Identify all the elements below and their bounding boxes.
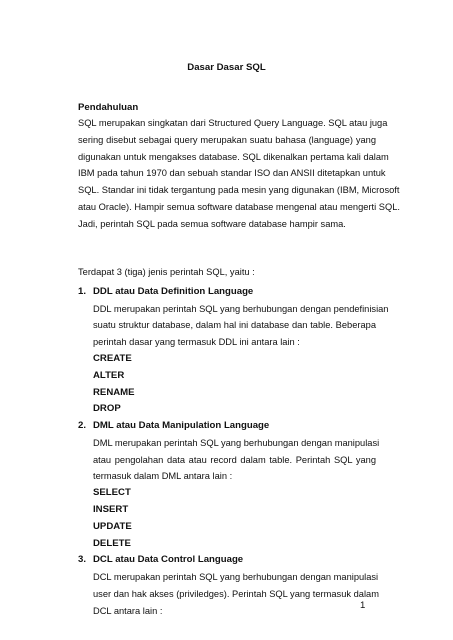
list-item-dcl (78, 552, 378, 619)
list-item-heading (78, 418, 378, 435)
description-line: DML merupakan perintah SQL yang berhubungan dengan manipulasi (93, 437, 380, 448)
paragraph-line: SQL. Standar ini tidak tergantung pada mesin yang digunakan (IBM, Microsoft (78, 185, 400, 196)
description-line: DCL antara lain : (93, 605, 163, 616)
list-item-number: 3. (78, 554, 87, 566)
description-line: perintah dasar yang termasuk DDL ini antara lain : (93, 337, 300, 348)
page-number: 1 (360, 600, 366, 611)
document-title: Dasar Dasar SQL (187, 62, 266, 73)
description-line: DDL merupakan perintah SQL yang berhubungan dengan pendefinisian (93, 303, 389, 314)
paragraph-line: Jadi, perintah SQL pada semua software database hampir sama. (78, 218, 346, 229)
sql-command: SELECT (93, 487, 131, 499)
types-intro: Terdapat 3 (tiga) jenis perintah SQL, yaitu : (78, 267, 255, 277)
list-item-title: DML atau Data Manipulation Language (93, 420, 270, 432)
sql-command: DELETE (93, 537, 131, 549)
sql-command: ALTER (93, 369, 125, 381)
paragraph-line: atau Oracle). Hampir semua software database mengenal atau mengerti SQL. (78, 201, 400, 212)
sql-command: INSERT (93, 503, 129, 515)
sql-command: UPDATE (93, 520, 132, 532)
sql-command: CREATE (93, 352, 132, 364)
section-heading: Pendahuluan (78, 102, 139, 113)
description-line: termasuk dalam DML antara lain : (93, 471, 233, 482)
list-item-description (93, 301, 389, 351)
list-item-title: DCL atau Data Control Language (93, 554, 244, 566)
paragraph-line: digunakan untuk mengakses database. SQL dikenalkan pertama kali dalam (78, 151, 389, 162)
list-item-description (93, 569, 379, 619)
sql-command: RENAME (93, 386, 135, 398)
description-line: DCL merupakan perintah SQL yang berhubungan dengan manipulasi (93, 571, 379, 582)
description-line: user dan hak akses (priviledges). Perintah SQL yang termasuk dalam (93, 588, 379, 599)
list-item-title: DDL atau Data Definition Language (93, 286, 254, 297)
paragraph-line: SQL merupakan singkatan dari Structured Query Language. SQL atau juga (78, 118, 388, 128)
list-item-number: 2. (78, 420, 87, 432)
list-item-dml (78, 418, 378, 552)
list-item-number: 1. (78, 286, 87, 297)
list-item-description (93, 435, 380, 485)
sql-command: DROP (93, 403, 121, 415)
description-line: atau pengolahan data atau record dalam table. Perintah SQL yang (93, 454, 376, 465)
list-item-heading (78, 284, 378, 301)
intro-paragraph (78, 115, 400, 233)
paragraph-line: sering disebut sebagai query merupakan suatu bahasa (language) yang (78, 134, 376, 145)
list-item-heading (78, 552, 378, 569)
list-item-ddl (78, 284, 389, 418)
sql-types-list (78, 284, 389, 619)
paragraph-line: IBM pada tahun 1970 dan sebuah standar ISO dan ANSII ditetapkan untuk (78, 168, 386, 179)
description-line: suatu struktur database, dalam hal ini database dan table. Beberapa (93, 320, 376, 331)
